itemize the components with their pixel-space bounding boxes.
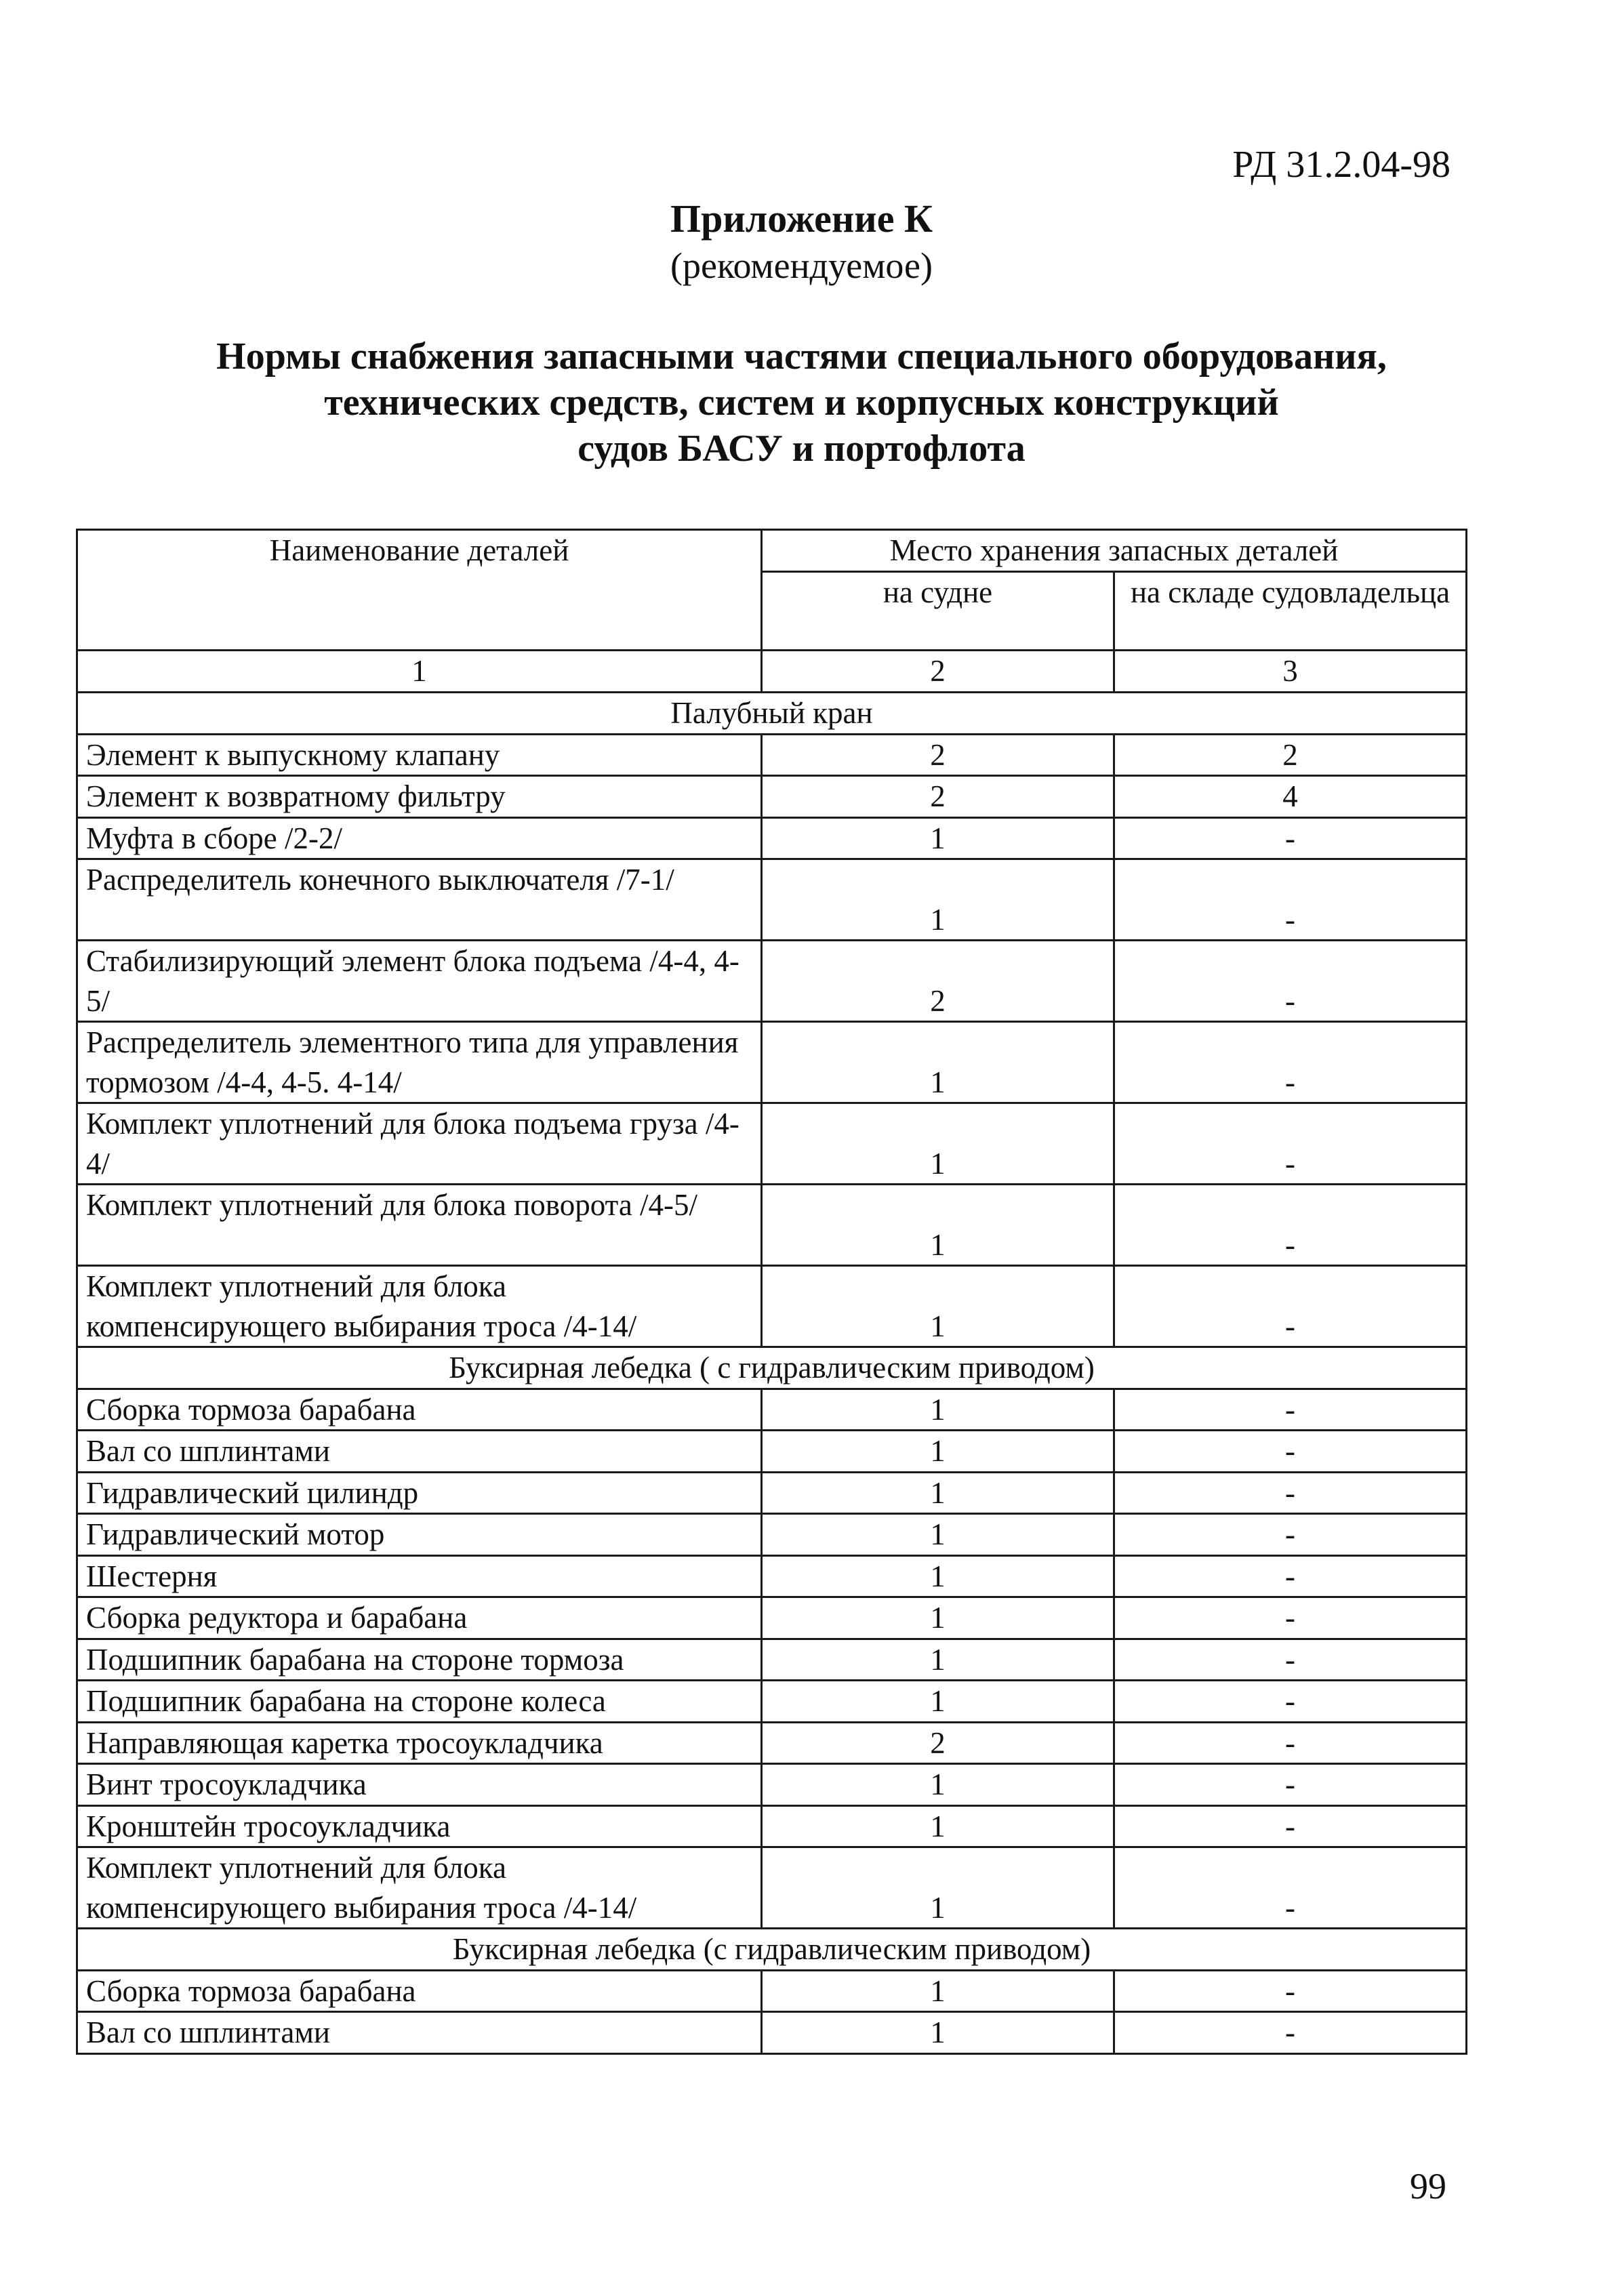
qty-on-ship: 2 bbox=[762, 941, 1114, 1022]
qty-on-ship: 1 bbox=[762, 1266, 1114, 1347]
appendix-title: Приложение К bbox=[670, 197, 933, 241]
column-header-warehouse: на складе судовладельца bbox=[1114, 572, 1467, 651]
qty-on-ship: 2 bbox=[762, 1722, 1114, 1764]
qty-in-warehouse: - bbox=[1114, 1764, 1467, 1806]
part-name: Сборка редуктора и барабана bbox=[77, 1597, 762, 1639]
qty-on-ship: 2 bbox=[762, 734, 1114, 776]
part-name: Направляющая каретка тросоукладчика bbox=[77, 1722, 762, 1764]
qty-on-ship: 1 bbox=[762, 2012, 1114, 2054]
table-row bbox=[77, 941, 1467, 1022]
qty-in-warehouse: - bbox=[1114, 859, 1467, 941]
part-name: Элемент к возвратному фильтру bbox=[77, 776, 762, 818]
document-code: РД 31.2.04-98 bbox=[1232, 144, 1450, 186]
qty-in-warehouse: - bbox=[1114, 1431, 1467, 1473]
section-title: Буксирная лебедка ( с гидравлическим приводом) bbox=[77, 1347, 1467, 1389]
qty-on-ship: 1 bbox=[762, 859, 1114, 941]
part-name: Комплект уплотнений для блока поворота /4-5/ bbox=[77, 1185, 762, 1266]
qty-in-warehouse: - bbox=[1114, 1022, 1467, 1103]
qty-in-warehouse: 4 bbox=[1114, 776, 1467, 818]
qty-in-warehouse: - bbox=[1114, 1266, 1467, 1347]
qty-in-warehouse: - bbox=[1114, 941, 1467, 1022]
section-title: Буксирная лебедка (с гидравлическим приводом) bbox=[77, 1929, 1467, 1971]
table-row bbox=[77, 1722, 1467, 1764]
qty-in-warehouse: - bbox=[1114, 1389, 1467, 1431]
column-header-name: Наименование деталей bbox=[77, 530, 762, 651]
section-title: Палубный кран bbox=[77, 693, 1467, 735]
qty-on-ship: 1 bbox=[762, 1185, 1114, 1266]
table-row bbox=[77, 1022, 1467, 1103]
qty-in-warehouse: - bbox=[1114, 1185, 1467, 1266]
part-name: Винт тросоукладчика bbox=[77, 1764, 762, 1806]
spare-parts-table bbox=[76, 529, 1467, 2055]
qty-on-ship: 1 bbox=[762, 817, 1114, 859]
table-row bbox=[77, 1185, 1467, 1266]
heading-line: технических средств, систем и корпусных конструкций bbox=[324, 382, 1279, 424]
qty-in-warehouse: - bbox=[1114, 1970, 1467, 2012]
table-row bbox=[77, 2012, 1467, 2054]
part-name: Муфта в сборе /2-2/ bbox=[77, 817, 762, 859]
table-row bbox=[77, 1514, 1467, 1556]
part-name: Подшипник барабана на стороне колеса bbox=[77, 1681, 762, 1723]
column-header-ship: на судне bbox=[762, 572, 1114, 651]
qty-in-warehouse: - bbox=[1114, 1103, 1467, 1185]
table-row bbox=[77, 1266, 1467, 1347]
part-name: Сборка тормоза барабана bbox=[77, 1389, 762, 1431]
part-name: Вал со шплинтами bbox=[77, 1431, 762, 1473]
table-row bbox=[77, 734, 1467, 776]
table-row bbox=[77, 1681, 1467, 1723]
column-number: 3 bbox=[1114, 651, 1467, 693]
table-row bbox=[77, 1970, 1467, 2012]
part-name: Вал со шплинтами bbox=[77, 2012, 762, 2054]
qty-in-warehouse: - bbox=[1114, 1597, 1467, 1639]
table-row bbox=[77, 859, 1467, 941]
heading-line: Нормы снабжения запасными частями специального оборудования, bbox=[216, 335, 1387, 377]
table-row bbox=[77, 1472, 1467, 1514]
qty-on-ship: 1 bbox=[762, 1681, 1114, 1723]
qty-on-ship: 1 bbox=[762, 1514, 1114, 1556]
qty-in-warehouse: - bbox=[1114, 1472, 1467, 1514]
table-row bbox=[77, 1764, 1467, 1806]
table-row bbox=[77, 1389, 1467, 1431]
qty-on-ship: 1 bbox=[762, 1847, 1114, 1929]
column-number-row bbox=[77, 651, 1467, 693]
table-header-row bbox=[77, 530, 1467, 572]
part-name: Распределитель конечного выключателя /7-1/ bbox=[77, 859, 762, 941]
table-row bbox=[77, 1555, 1467, 1597]
part-name: Гидравлический цилиндр bbox=[77, 1472, 762, 1514]
qty-on-ship: 1 bbox=[762, 1431, 1114, 1473]
table-body bbox=[77, 530, 1467, 2054]
qty-on-ship: 1 bbox=[762, 1022, 1114, 1103]
column-number: 1 bbox=[77, 651, 762, 693]
qty-on-ship: 1 bbox=[762, 1472, 1114, 1514]
section-row bbox=[77, 1929, 1467, 1971]
section-row bbox=[77, 693, 1467, 735]
page-number: 99 bbox=[1410, 2166, 1446, 2207]
qty-on-ship: 1 bbox=[762, 1639, 1114, 1681]
qty-in-warehouse: - bbox=[1114, 1639, 1467, 1681]
part-name: Распределитель элементного типа для управления тормозом /4-4, 4-5. 4-14/ bbox=[77, 1022, 762, 1103]
qty-in-warehouse: - bbox=[1114, 1805, 1467, 1847]
qty-on-ship: 1 bbox=[762, 1389, 1114, 1431]
qty-on-ship: 1 bbox=[762, 1555, 1114, 1597]
qty-in-warehouse: - bbox=[1114, 817, 1467, 859]
qty-in-warehouse: 2 bbox=[1114, 734, 1467, 776]
column-number: 2 bbox=[762, 651, 1114, 693]
table-row bbox=[77, 1597, 1467, 1639]
part-name: Стабилизирующий элемент блока подъема /4-4, 4-5/ bbox=[77, 941, 762, 1022]
qty-on-ship: 1 bbox=[762, 1764, 1114, 1806]
qty-in-warehouse: - bbox=[1114, 1681, 1467, 1723]
table-row bbox=[77, 776, 1467, 818]
part-name: Кронштейн тросоукладчика bbox=[77, 1805, 762, 1847]
part-name: Комплект уплотнений для блока подъема груза /4-4/ bbox=[77, 1103, 762, 1185]
part-name: Подшипник барабана на стороне тормоза bbox=[77, 1639, 762, 1681]
qty-on-ship: 1 bbox=[762, 1805, 1114, 1847]
section-row bbox=[77, 1347, 1467, 1389]
table-row bbox=[77, 1431, 1467, 1473]
document-heading bbox=[102, 334, 1501, 472]
part-name: Шестерня bbox=[77, 1555, 762, 1597]
qty-on-ship: 2 bbox=[762, 776, 1114, 818]
qty-in-warehouse: - bbox=[1114, 1722, 1467, 1764]
qty-in-warehouse: - bbox=[1114, 1514, 1467, 1556]
qty-on-ship: 1 bbox=[762, 1103, 1114, 1185]
part-name: Комплект уплотнений для блока компенсирующего выбирания троса /4-14/ bbox=[77, 1266, 762, 1347]
qty-in-warehouse: - bbox=[1114, 2012, 1467, 2054]
qty-on-ship: 1 bbox=[762, 1597, 1114, 1639]
part-name: Комплект уплотнений для блока компенсирующего выбирания троса /4-14/ bbox=[77, 1847, 762, 1929]
appendix-note: (рекомендуемое) bbox=[670, 245, 933, 286]
qty-in-warehouse: - bbox=[1114, 1555, 1467, 1597]
table-row bbox=[77, 1103, 1467, 1185]
column-header-storage: Место хранения запасных деталей bbox=[762, 530, 1467, 572]
qty-on-ship: 1 bbox=[762, 1970, 1114, 2012]
part-name: Элемент к выпускному клапану bbox=[77, 734, 762, 776]
table-row bbox=[77, 1805, 1467, 1847]
part-name: Сборка тормоза барабана bbox=[77, 1970, 762, 2012]
table-row bbox=[77, 1847, 1467, 1929]
qty-in-warehouse: - bbox=[1114, 1847, 1467, 1929]
table-row bbox=[77, 1639, 1467, 1681]
table-row bbox=[77, 817, 1467, 859]
part-name: Гидравлический мотор bbox=[77, 1514, 762, 1556]
heading-line: судов БАСУ и портофлота bbox=[577, 428, 1026, 470]
